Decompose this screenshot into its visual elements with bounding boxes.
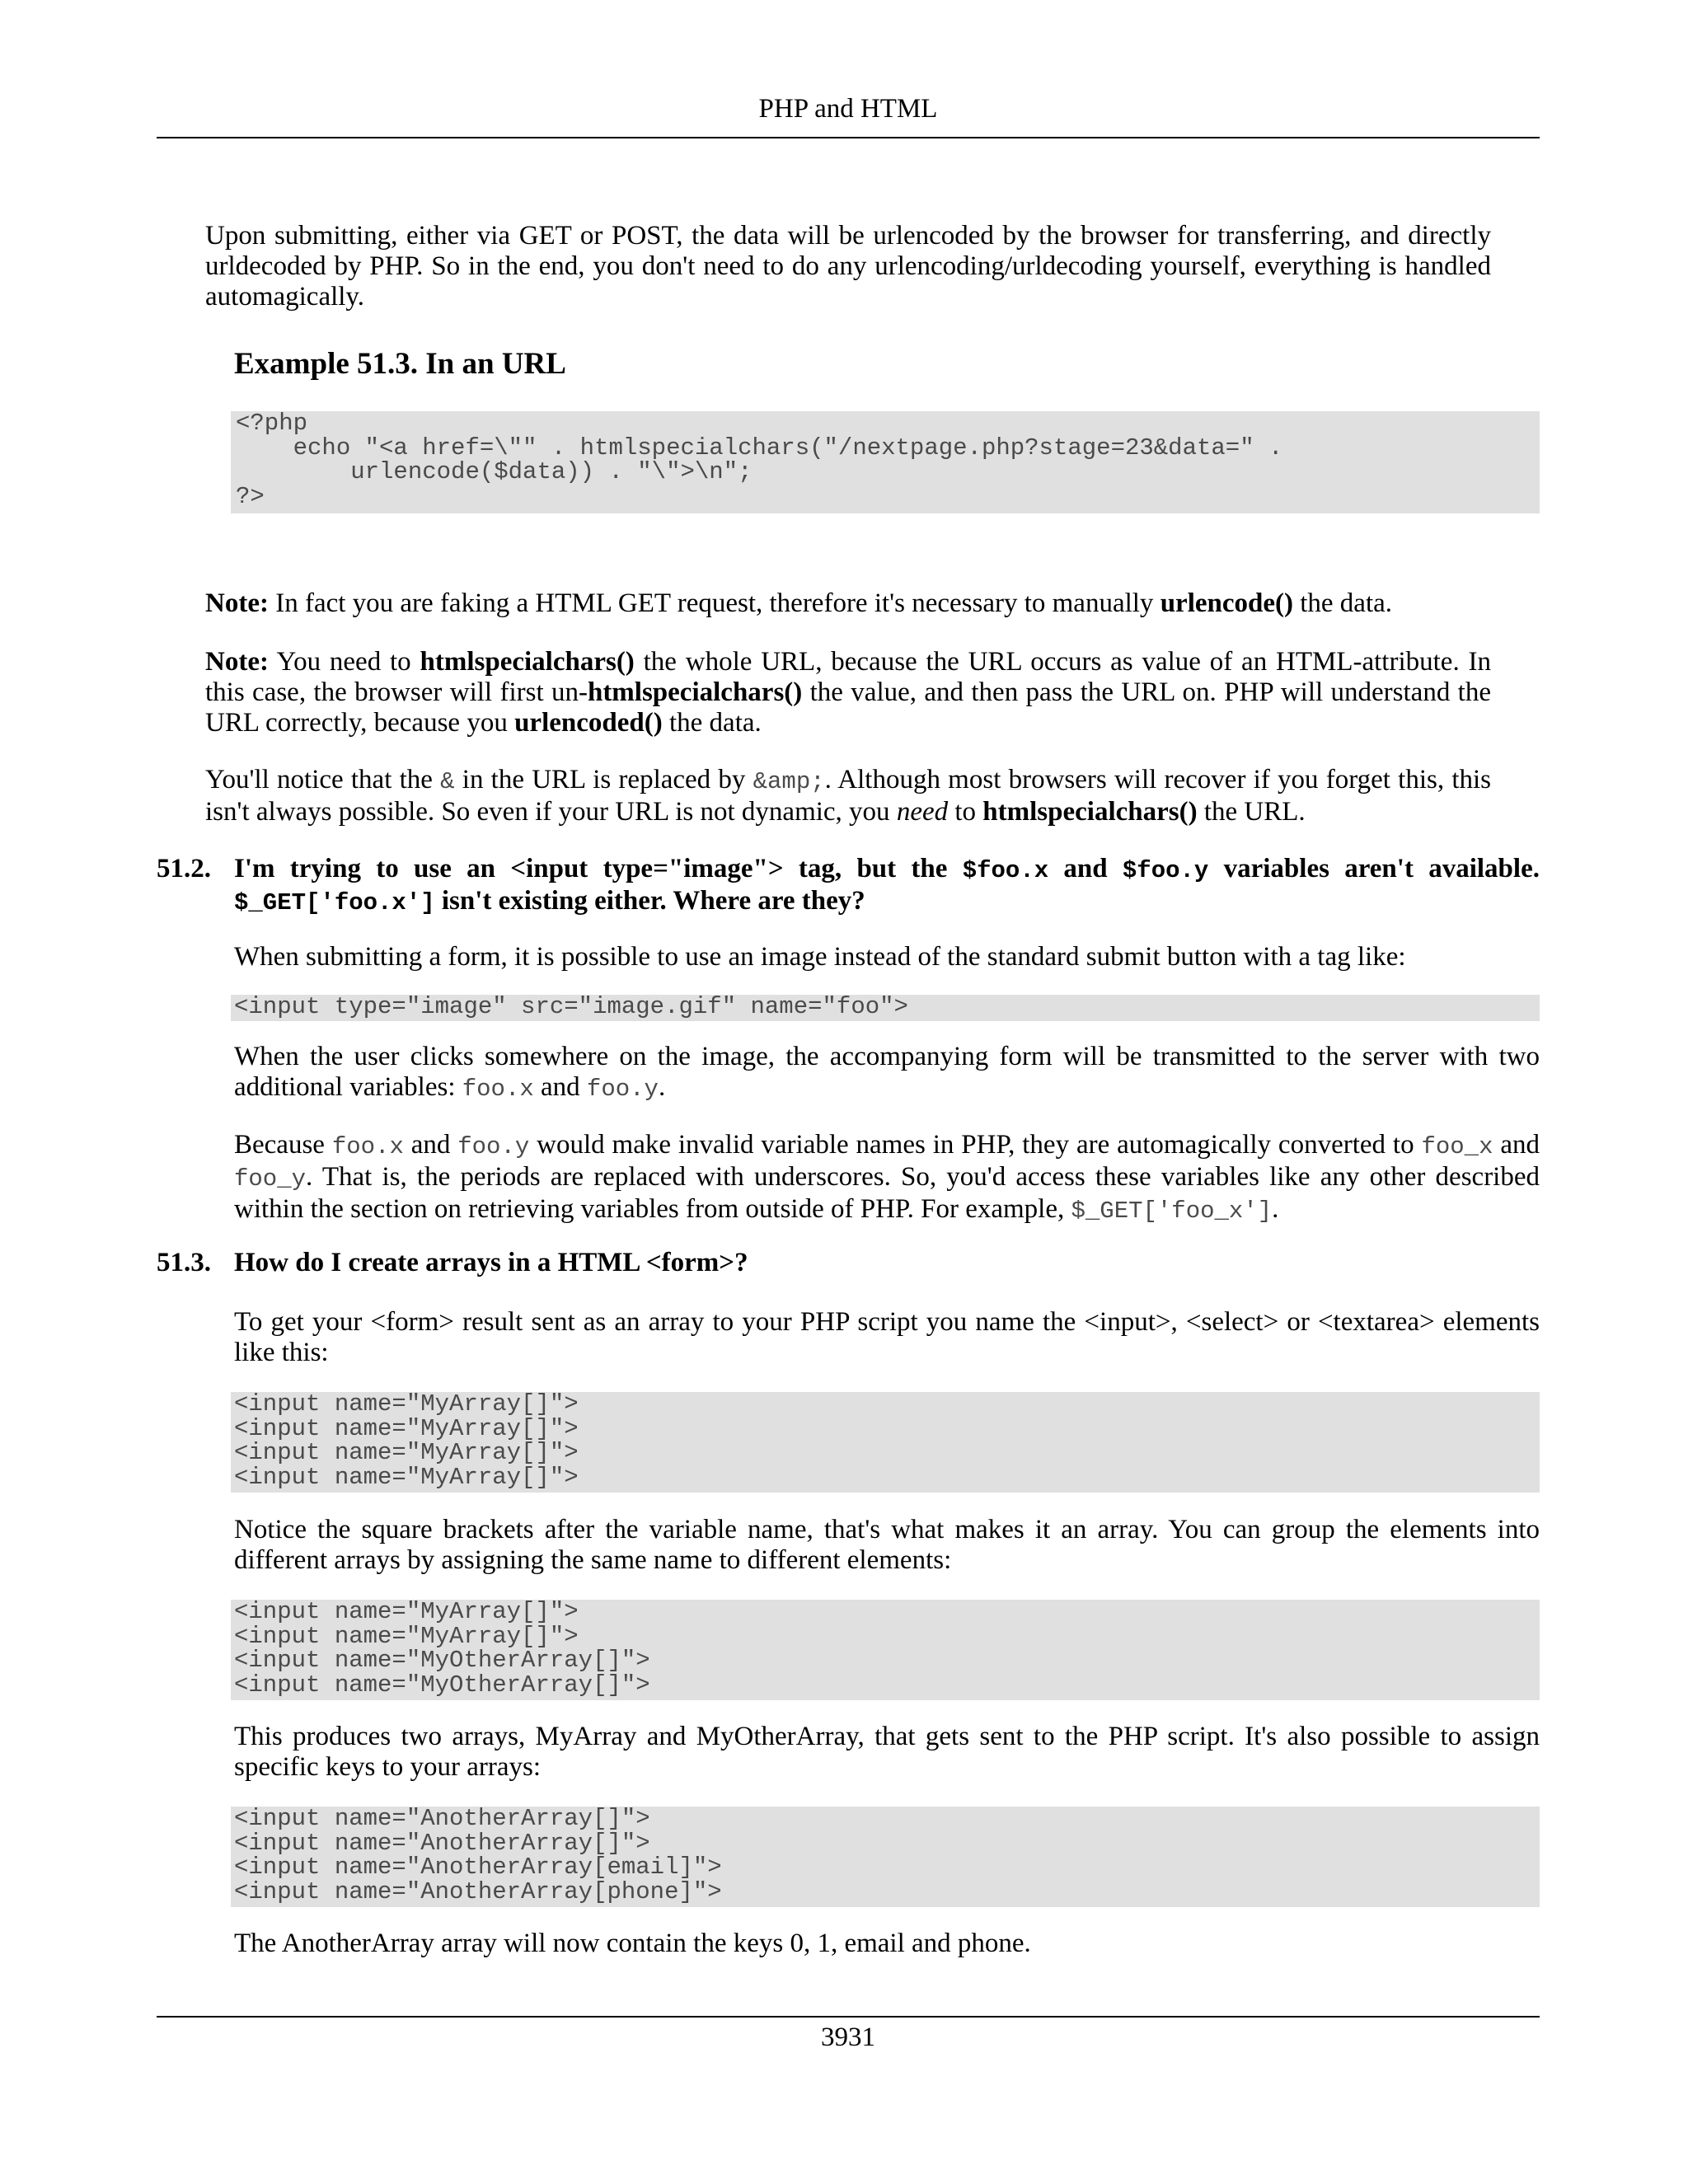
page-number: 3931 <box>821 2022 875 2052</box>
note-text: the data. <box>662 708 762 738</box>
inline-code: &amp; <box>753 768 825 795</box>
function-name: htmlspecialchars() <box>420 647 635 677</box>
note-label: Note: <box>205 588 269 618</box>
paragraph-text: to <box>948 797 983 827</box>
footer-rule <box>157 2016 1540 2018</box>
question-text: I'm trying to use an <input type="image"> tag, but the <box>234 854 963 883</box>
inline-code: foo_y <box>234 1165 307 1193</box>
answer-paragraph: When submitting a form, it is possible to use an image instead of the standard submit button with a tag like: <box>234 942 1406 972</box>
paragraph-text: the URL. <box>1197 797 1306 827</box>
paragraph-text: . <box>658 1072 666 1102</box>
note-text: the data. <box>1292 588 1393 618</box>
paragraph-text: When the user clicks somewhere on the image, the accompanying form will be transmitted to the server with two additional variables: <box>234 1042 1540 1102</box>
inline-code: & <box>440 768 455 795</box>
question-text: variables aren't available. <box>1208 854 1540 883</box>
paragraph-text: would make invalid variable names in PHP, they are automagically converted to <box>529 1130 1422 1160</box>
paragraph-text: Because <box>234 1130 332 1160</box>
code-block: <input name="AnotherArray[]"> <input name="AnotherArray[]"> <input name="AnotherArray[email]"> <input name="AnotherArray[phone]"> <box>231 1807 1540 1907</box>
paragraph-text: You'll notice that the <box>205 765 441 794</box>
note-text: In fact you are faking a HTML GET request, therefore it's necessary to manually <box>268 588 1160 618</box>
answer-paragraph: The AnotherArray array will now contain the keys 0, 1, email and phone. <box>234 1929 1031 1958</box>
inline-code: foo_x <box>1421 1133 1493 1160</box>
paragraph-text: . <box>1272 1194 1279 1224</box>
inline-code: foo.x <box>462 1076 534 1103</box>
note-text: the value, and then pass the URL on. PHP will understand the URL correctly, because you <box>205 677 1491 738</box>
answer-paragraph <box>234 1042 1540 1104</box>
note-label: Note: <box>205 647 269 677</box>
intro-paragraph: Upon submitting, either via GET or POST, the data will be urlencoded by the browser for transferring, and directly urldecoded by PHP. So in the end, you don't need to do any urlencoding/urldecoding yourself, everything is handled automagically. <box>205 221 1491 312</box>
inline-code: $foo.y <box>1122 857 1209 884</box>
amp-paragraph <box>205 765 1491 827</box>
question-text: isn't existing either. Where are they? <box>434 886 865 916</box>
function-name: htmlspecialchars() <box>587 677 803 707</box>
paragraph-text: and <box>1493 1130 1540 1160</box>
question-number: 51.3. <box>157 1248 211 1277</box>
question-heading <box>234 854 1540 918</box>
note-htmlspecialchars <box>205 647 1491 738</box>
paragraph-text: and <box>403 1130 458 1160</box>
note-text: You need to <box>268 647 420 677</box>
inline-code: foo.y <box>457 1133 530 1160</box>
question-text: and <box>1048 854 1123 883</box>
emphasis: need <box>896 797 949 827</box>
answer-paragraph: Notice the square brackets after the variable name, that's what makes it an array. You can group the elements into different arrays by assigning the same name to different elements: <box>234 1515 1540 1575</box>
answer-paragraph: This produces two arrays, MyArray and MyOtherArray, that gets sent to the PHP script. It's also possible to assign specific keys to your arrays: <box>234 1722 1540 1782</box>
paragraph-text: and <box>533 1072 587 1102</box>
example-code-block: <?php echo "<a href=\"" . htmlspecialchars("/nextpage.php?stage=23&data=" . urlencode($data)) . "\">\n"; ?> <box>231 411 1540 513</box>
example-title: Example 51.3. In an URL <box>234 347 566 381</box>
inline-code: $_GET['foo_x'] <box>1071 1197 1273 1225</box>
function-name: htmlspecialchars() <box>982 797 1198 827</box>
inline-code: foo.x <box>331 1133 404 1160</box>
note-urlencode <box>205 588 1540 619</box>
inline-code: foo.y <box>586 1076 659 1103</box>
answer-paragraph <box>234 1130 1540 1226</box>
question-heading: How do I create arrays in a HTML <form>? <box>234 1248 748 1277</box>
function-name: urlencoded() <box>514 708 663 738</box>
inline-code: $_GET['foo.x'] <box>234 889 435 916</box>
code-block: <input name="MyArray[]"> <input name="MyArray[]"> <input name="MyOtherArray[]"> <input name="MyOtherArray[]"> <box>231 1600 1540 1700</box>
code-block: <input type="image" src="image.gif" name="foo"> <box>231 995 1540 1021</box>
header-rule <box>157 137 1540 138</box>
paragraph-text: . That is, the periods are replaced with underscores. So, you'd access these variables like any other described within the section on retrieving variables from outside of PHP. For example, <box>234 1162 1540 1224</box>
function-name: urlencode() <box>1160 588 1293 618</box>
note-text: the whole URL, because the URL occurs as value of an HTML-attribute. In this case, the browser will first un- <box>205 647 1491 707</box>
inline-code: $foo.x <box>962 857 1049 884</box>
code-block: <input name="MyArray[]"> <input name="MyArray[]"> <input name="MyArray[]"> <input name="MyArray[]"> <box>231 1392 1540 1493</box>
paragraph-text: in the URL is replaced by <box>454 765 753 794</box>
question-number: 51.2. <box>157 854 211 883</box>
page-header: PHP and HTML <box>758 94 938 124</box>
paragraph-text: . Although most browsers will recover if you forget this, this isn't always possible. So even if your URL is not dynamic, you <box>205 765 1492 827</box>
answer-paragraph: To get your <form> result sent as an array to your PHP script you name the <input>, <select> or <textarea> elements like this: <box>234 1307 1540 1367</box>
